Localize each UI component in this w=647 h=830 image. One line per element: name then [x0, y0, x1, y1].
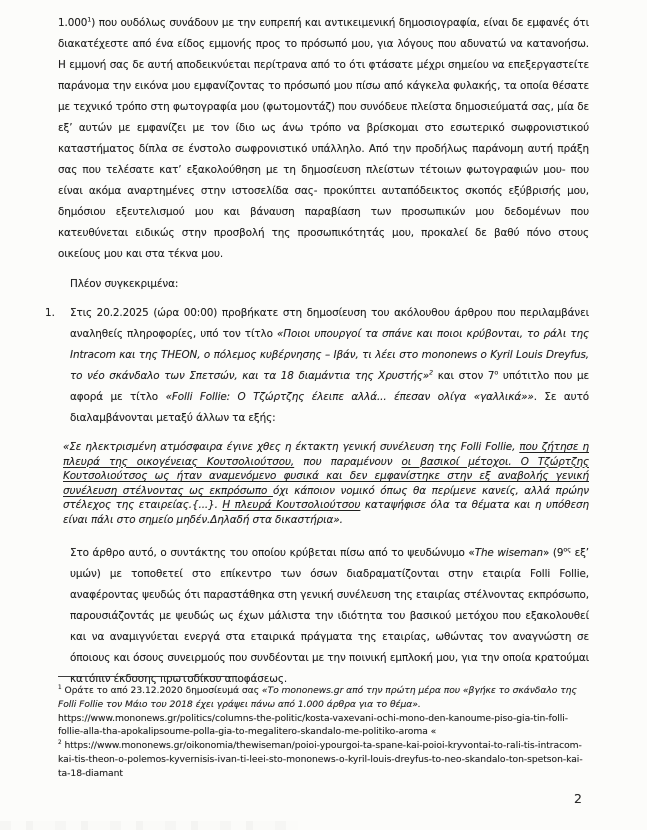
underlined-quote-segment: που ζήτησε η πλευρά της οικογένειας Κουτσολιούτσου, [63, 441, 589, 468]
footnote-quoted-title: «Το mononews.gr από την πρώτη μέρα που «βγήκε το σκάνδαλο της Folli Follie τον Μάιο του 2018 έχει γράψει πάνω από 1.000 άρθρα για το θέμα». [58, 685, 577, 710]
footnote-url: https://www.mononews.gr/oikonomia/thewiseman/poioi-ypourgoi-ta-spane-kai-poioi-kryvontai-to-rali-tis-intracom-kai-tis-theon-o-polemos-kyvernisis-ivan-ti-leei-sto-mononews-o-kyril-louis-dreyfus-to-neo-skandalo-ton-spetson-kai-ta-18-diamant [58, 740, 583, 779]
item-number: 1. [45, 307, 55, 319]
quote-segment: που παραμένουν [294, 455, 402, 468]
document-body [45, 13, 589, 690]
footnote-marker-2: 2 [58, 740, 62, 747]
underlined-quote-segment: οι βασικοί μέτοχοι. Ο Τζώρτζης Κουτσολιούτσος ως ήταν αναμενόμενο φυσικά και δεν εμφανίστηκε στην εξ αναβολής γενική συνέλευση στέλνοντας ως εκπρόσωπο [63, 455, 589, 497]
footnote-reference-2: 2 [429, 368, 434, 377]
paragraph-wiseman [70, 543, 589, 690]
ordinal-suffix: ος [563, 545, 571, 554]
page-number: 2 [574, 791, 582, 806]
paragraph-continuation [58, 13, 589, 265]
footnote-separator [58, 676, 234, 677]
subtitle-quote: «Folli Follie: Ο Τζώρτζης έλειπε αλλά... έπεσαν ολίγα «γαλλικά»» [165, 391, 534, 403]
footnote-url: https://www.mononews.gr/politics/columns-the-politic/kosta-vaxevani-ochi-mono-den-kanoume-piso-gia-tin-folli-follie-alla-tha-apokalipsoume-polla-gia-to-megalitero-skandalo-me-politiko-aroma « [58, 712, 569, 738]
paragraph-text: 1.000 [58, 17, 88, 29]
footnote-1 [58, 684, 589, 739]
quoted-article-excerpt [63, 440, 589, 528]
footnote-reference-1: 1 [87, 15, 92, 24]
pseudonym: The wiseman [474, 546, 543, 559]
lead-in-line: Πλέον συγκεκριμένα: [70, 278, 179, 290]
footnotes-section [58, 676, 589, 781]
footnote-marker-1: 1 [58, 684, 62, 691]
paragraph-text: » (9 [542, 546, 564, 559]
quote-segment: όχι κάποιον νομικό όπως θα περίμενε κανείς, αλλά πρώην στέλεχος της εταιρείας.{...}. [63, 484, 589, 512]
item-text-segment: και στον 7 [433, 370, 495, 382]
paragraph-text: ) που ουδόλως συνάδουν με την ευπρεπή και αντικειμενική δημοσιογραφία, είναι δε εμφανές ότι διακατέχεστε από ένα είδος εμμονής προς το πρόσωπό μου, για λόγους που αδυνατώ να κατανοήσω. Η εμμονή σας δε αυτή αποδεικνύεται περίτρανα από το ότι φτάσατε μέχρι σημείου να επεξεργαστείτε παράνομα την εικόνα μου εμφανίζοντας το πρόσωπό μου πίσω από κάγκελα φυλακής, τα οποία θέσατε με τεχνικό τρόπο στη φωτογραφία μου (φωτομοντάζ) που συνόδευε πλείστα δημοσιεύματά σας, μία δε εξ’ αυτών με εμφανίζει με τον ίδιο ως άνω τρόπο να βρίσκομαι στο εσωτερικό σωφρονιστικού καταστήματος δίπλα σε ένστολο σωφρονιστικό υπάλληλο. Από την προδήλως παράνομη αυτή πράξη σας που τελέσατε κατ’ εξακολούθηση με τη δημοσίευση πλείστων τέτοιων φωτογραφιών μου- που είναι ακόμα αναρτημένες στην ιστοσελίδα σας- προκύπτει αυταπόδεικτος σκοπός εξύβρισής μου, δημόσιου εξευτελισμού μου και βάναυση παραβίαση των προσωπικών μου δεδομένων που κατευθύνεται ειδικώς στην προσβολή της προσωπικότητάς μου, προκαλεί δε βαθύ πόνο στους οικείους μου και στα τέκνα μου. [58, 17, 589, 260]
item-text [70, 303, 589, 429]
article-title-quote: «Ποιοι υπουργοί τα σπάνε και ποιοι κρύβονται, το ράλι της Intracom και της THEON, ο πόλεμος κυβέρνησης – Ιβάν, τι λέει στο mononews ο Kyril Louis Dreyfus, το νέο σκάνδαλο των Σπετσών, και τα 18 διαμάντια της Χρυστής» [70, 328, 589, 382]
item-text-segment: Στις 20.2.2025 (ώρα 00:00) προβήκατε στη δημοσίευση του ακόλουθου άρθρου που περιλαμβάνει αναληθείς πληροφορίες, υπό τον τίτλο [70, 307, 589, 340]
paragraph-text: εξ’ υμών) με τοποθετεί στο επίκεντρο των όσων διαδραματίζονται στην εταιρία Folli Follie, αναφέροντας ψευδώς ότι παραστάθηκα στη γενική συνέλευση της εταιρίας στέλνοντας εκπρόσωπο, παρουσιάζοντάς με ψευδώς ως έχων μάλιστα την ιδιότητα του βασικού μετόχου που εξακολουθεί και να αναμιγνύεται ενεργά στα εταιρικά πράγματα της εταιρίας, ωθώντας τον αναγνώστη σε όποιους και όσους συνειρμούς που συνδέονται με την ποινική εμπλοκή μου, για την οποία κρατούμαι κατόπιν έκδοσης πρωτοδίκου αποφάσεως. [70, 546, 589, 685]
quote-segment: καταψήφισε όλα τα θέματα και η υπόθεση είναι πάλι στο σημείο μηδέν.Δηλαδή στα δικαστήρια». [63, 499, 589, 526]
footnote-text: Οράτε το από 23.12.2020 δημοσίευμά σας [61, 685, 262, 696]
underlined-quote-segment: Η πλευρά Κουτσολιούτσου [222, 499, 361, 512]
item-text-segment: . Σε αυτό διαλαμβάνονται μεταξύ άλλων τα εξής: [70, 391, 589, 424]
footnote-2 [58, 739, 589, 780]
item-text-segment: υπότιτλο που με αφορά με τίτλο [70, 370, 589, 403]
quote-segment: «Σε ηλεκτρισμένη ατμόσφαιρα έγινε χθες η έκτακτη γενική συνέλευση της Folli Follie, [63, 441, 520, 453]
ordinal-suffix: ο [494, 368, 499, 377]
scan-artifact [0, 821, 298, 830]
numbered-item-1 [45, 303, 589, 429]
paragraph-text: Στο άρθρο αυτό, ο συντάκτης του οποίου κρύβεται πίσω από το ψευδώνυμο « [70, 546, 475, 559]
